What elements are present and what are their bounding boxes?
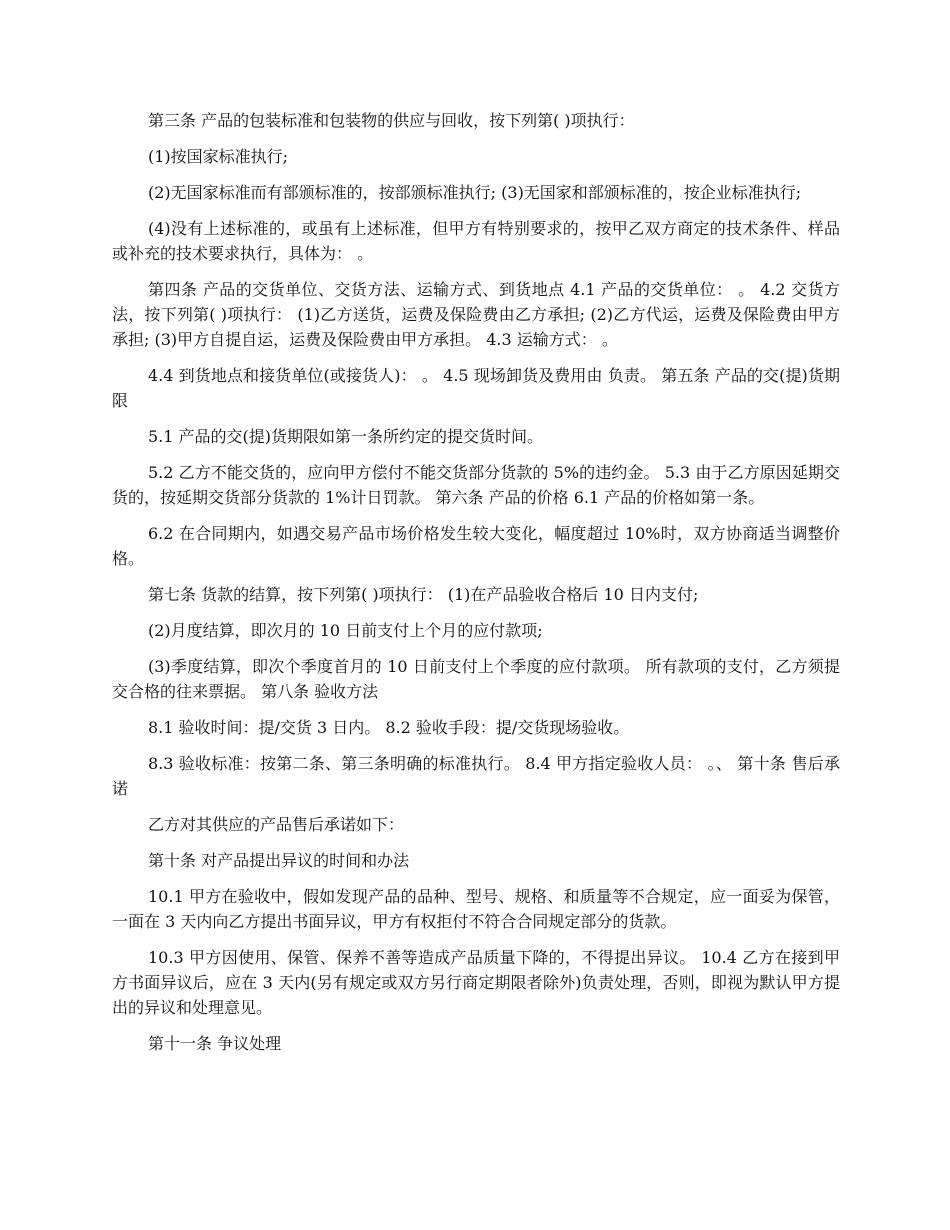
paragraph-packaging-option-4: (4)没有上述标准的，或虽有上述标准，但甲方有特别要求的，按甲乙双方商定的技术条件、样品或补充的技术要求执行，具体为： 。: [112, 219, 840, 263]
paragraph-penalty-and-price: 5.2 乙方不能交货的，应向甲方偿付不能交货部分货款的 5%的违约金。 5.3 由于乙方原因延期交货的，按延期交货部分货款的 1%计日罚款。 第六条 产品的价格 6.1 产品的价格如第一条。: [112, 463, 840, 507]
paragraph-delivery-location: 4.4 到货地点和接货单位(或接货人)： 。 4.5 现场卸货及费用由 负责。 第五条 产品的交(提)货期限: [112, 366, 840, 410]
paragraph-settlement-monthly: (2)月度结算，即次月的 10 日前支付上个月的应付款项;: [148, 621, 543, 640]
paragraph-after-sales: 乙方对其供应的产品售后承诺如下：: [148, 815, 405, 834]
paragraph-inspection-standard: 8.3 验收标准：按第二条、第三条明确的标准执行。 8.4 甲方指定验收人员： 。、 第十条 售后承诺: [112, 754, 840, 798]
paragraph-delivery-period: 5.1 产品的交(提)货期限如第一条所约定的提交货时间。: [148, 427, 544, 446]
paragraph-objection-10-1: 10.1 甲方在验收中，假如发现产品的品种、型号、规格、和质量等不合规定，应一面妥为保管，一面在 3 天内向乙方提出书面异议，甲方有权拒付不符合合同规定部分的货款。: [112, 887, 840, 931]
paragraph-settlement-clause: 第七条 货款的结算，按下列第( )项执行： (1)在产品验收合格后 10 日内支付;: [148, 585, 699, 604]
paragraph-dispute-clause: 第十一条 争议处理: [148, 1034, 282, 1053]
paragraph-price-adjustment: 6.2 在合同期内，如遇交易产品市场价格发生较大变化，幅度超过 10%时，双方协商适当调整价格。: [112, 524, 840, 568]
paragraph-delivery-clause: 第四条 产品的交货单位、交货方法、运输方式、到货地点 4.1 产品的交货单位： 。 4.2 交货方法，按下列第( )项执行： (1)乙方送货，运费及保险费由乙方承担; (2)乙方代运，运费及保险费由甲方承担; (3)甲方自提自运，运费及保险费由甲方承担。 4.3 运输方式： 。: [112, 280, 840, 349]
paragraph-objection-10-3: 10.3 甲方因使用、保管、保养不善等造成产品质量下降的，不得提出异议。 10.4 乙方在接到甲方书面异议后，应在 3 天内(另有规定或双方另行商定期限者除外)负责处理，否则，即视为默认甲方提出的异议和处理意见。: [112, 948, 840, 1017]
paragraph-packaging-clause: 第三条 产品的包装标准和包装物的供应与回收，按下列第( )项执行：: [148, 111, 635, 130]
paragraph-objection-clause: 第十条 对产品提出异议的时间和办法: [148, 851, 410, 870]
paragraph-packaging-option-2-3: (2)无国家标准而有部颁标准的，按部颁标准执行; (3)无国家和部颁标准的，按企业标准执行;: [148, 183, 802, 202]
document-body: [112, 108, 840, 1067]
paragraph-packaging-option-1: (1)按国家标准执行;: [148, 147, 289, 166]
paragraph-inspection-time: 8.1 验收时间：提/交货 3 日内。 8.2 验收手段：提/交货现场验收。: [148, 718, 630, 737]
paragraph-settlement-quarterly: (3)季度结算，即次个季度首月的 10 日前支付上个季度的应付款项。 所有款项的支付，乙方须提交合格的往来票据。 第八条 验收方法: [112, 657, 840, 701]
